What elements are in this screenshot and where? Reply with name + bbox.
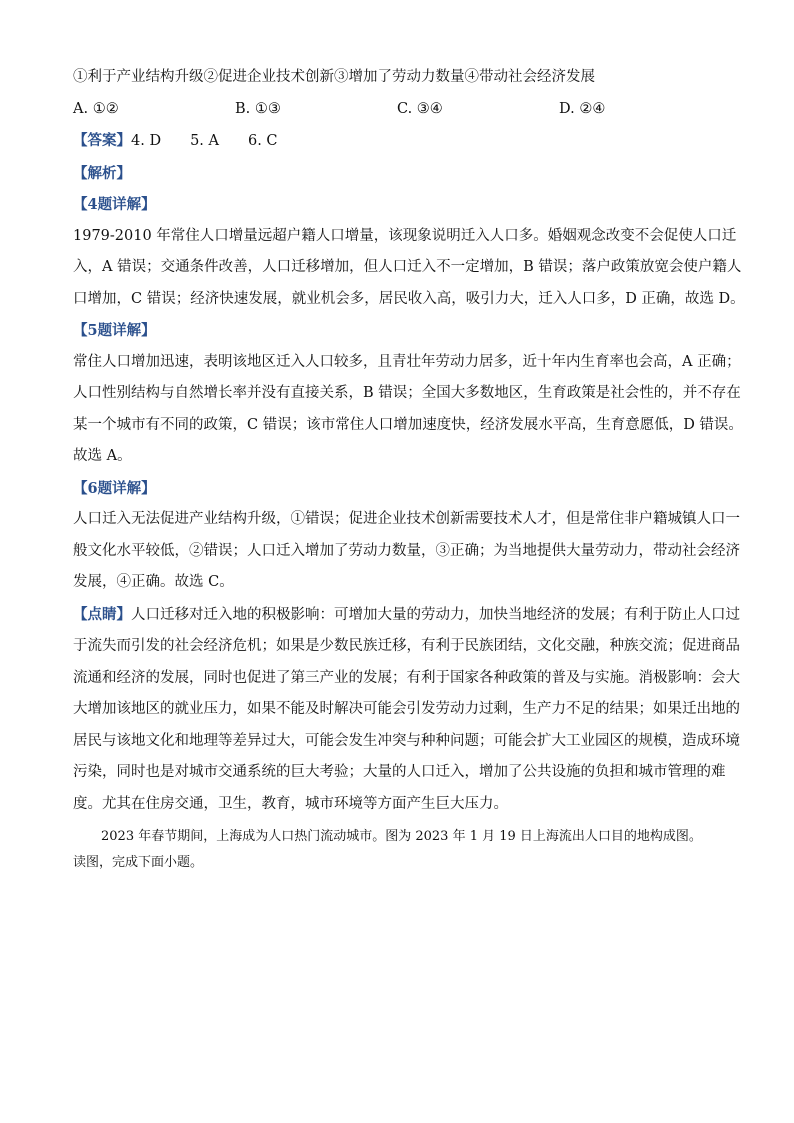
tip-line: 度。尤其在住房交通，卫生，教育，城市环境等方面产生巨大压力。 [73, 795, 508, 812]
q5-heading: 【5题详解】 [73, 322, 156, 339]
tip-line: 大增加该地区的就业压力，如果不能及时解决可能会引发劳动力过剩，生产力不足的结果；如果迁出地的 [73, 701, 740, 717]
tip-line: 流通和经济的发展，同时也促进了第三产业的发展；有利于国家各种政策的普及与实施。消极影响：会大 [73, 669, 740, 686]
choice-d: D. ②④ [559, 100, 606, 117]
choice-row [73, 94, 725, 126]
question-options-line: ①利于产业结构升级②促进企业技术创新③增加了劳动力数量④带动社会经济发展 [73, 69, 595, 85]
answer-label: 【答案】 [73, 132, 131, 149]
q5-line: 人口性别结构与自然增长率并没有直接关系，B 错误；全国大多数地区，生育政策是社会性的，并不存在 [73, 385, 741, 401]
q5-line: 常住人口增加迅速，表明该地区迁入人口较多，且青壮年劳动力居多，近十年内生育率也会高，A 正确； [73, 353, 741, 370]
answer-line [73, 125, 725, 158]
tip-first-line [73, 599, 740, 632]
answer-text: 4. D 5. A 6. C [131, 133, 278, 149]
tip-line: 污染，同时也是对城市交通系统的巨大考验；大量的人口迁入，增加了公共设施的负担和城市管理的难 [73, 764, 726, 780]
q5-line: 某一个城市有不同的政策，C 错误；该市常住人口增加速度快，经济发展水平高，生育意愿低，D 错误。 [73, 416, 743, 433]
q6-heading: 【6题详解】 [73, 479, 156, 497]
q4-line: 口增加，C 错误；经济快速发展，就业机会多，居民收入高，吸引力大，迁入人口多，D 正确，故选 D。 [73, 290, 745, 307]
q4-line: 1979-2010 年常住人口增量远超户籍人口增量，该现象说明迁入人口多。婚姻观念改变不会促使人口迁 [73, 227, 737, 244]
choice-c: C. ③④ [397, 100, 443, 117]
tip-label: 【点睛】 [73, 605, 131, 623]
q6-line: 人口迁入无法促进产业结构升级，①错误；促进企业技术创新需要技术人才，但是常住非户籍城镇人口一 [73, 511, 740, 527]
document-page [73, 62, 745, 876]
tip-line: 居民与该地文化和地理等差异过大，可能会发生冲突与种种问题；可能会扩大工业园区的规模，造成环境 [73, 732, 740, 749]
choice-b: B. ①③ [235, 100, 281, 117]
q6-line: 发展，④正确。故选 C。 [73, 574, 234, 590]
tip-line: 于流失而引发的社会经济危机；如果是少数民族迁移，有利于民族团结，文化交融，种族交流；促进商品 [73, 638, 740, 654]
q4-heading: 【4题详解】 [73, 196, 156, 213]
q4-line: 入，A 错误；交通条件改善，人口迁移增加，但人口迁入不一定增加，B 错误；落户政策放宽会使户籍人 [73, 259, 742, 275]
choice-a: A. ①② [73, 100, 119, 117]
next-question-intro-cont: 读图，完成下面小题。 [73, 855, 204, 870]
q6-line: 般文化水平较低，②错误；人口迁入增加了劳动力数量，③正确；为当地提供大量劳动力，带动社会经济 [73, 542, 740, 559]
next-question-intro: 2023 年春节期间，上海成为人口热门流动城市。图为 2023 年 1 月 19 日上海流出人口目的地构成图。 [101, 829, 702, 844]
analysis-label: 【解析】 [73, 164, 131, 182]
q5-line: 故选 A。 [73, 448, 132, 464]
tip-first-text: 人口迁移对迁入地的积极影响：可增加大量的劳动力，加快当地经济的发展；有利于防止人口过 [131, 606, 740, 623]
